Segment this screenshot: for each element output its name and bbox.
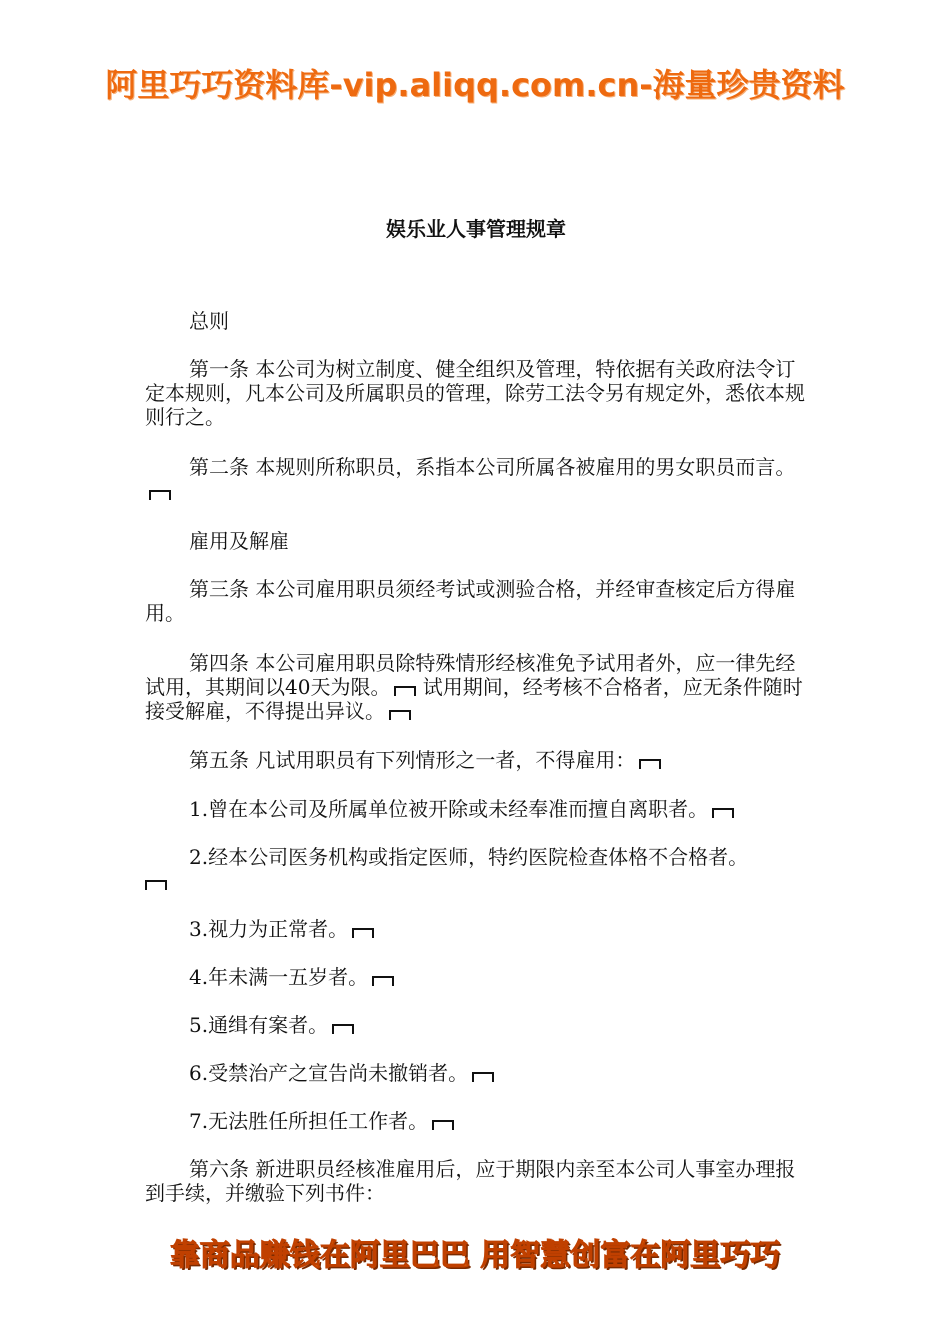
paragraph-mark-icon bbox=[372, 976, 394, 986]
article-5: 第五条 凡试用职员有下列情形之一者，不得雇用： bbox=[145, 748, 807, 772]
section-heading-general: 总则 bbox=[189, 309, 229, 333]
list-item: 7.无法胜任所担任工作者。 bbox=[145, 1109, 807, 1133]
list-item: 6.受禁治产之宣告尚未撤销者。 bbox=[145, 1061, 807, 1085]
footer-banner: 靠商品赚钱在阿里巴巴 用智慧创富在阿里巧巧 bbox=[169, 1238, 781, 1273]
paragraph-mark-icon bbox=[145, 880, 167, 890]
list-item: 1.曾在本公司及所属单位被开除或未经奉准而擅自离职者。 bbox=[145, 797, 807, 821]
paragraph-mark-icon bbox=[332, 1024, 354, 1034]
article-4: 第四条 本公司雇用职员除特殊情形经核准免予试用者外，应一律先经试用，其期间以40天为限。 试用期间，经考核不合格者，应无条件随时接受解雇，不得提出异议。 bbox=[145, 651, 803, 723]
list-item: 3.视力为正常者。 bbox=[145, 917, 807, 941]
article-3: 第三条 本公司雇用职员须经考试或测验合格，并经审查核定后方得雇用。 bbox=[145, 577, 796, 625]
list-item: 2.经本公司医务机构或指定医师，特约医院检查体格不合格者。 bbox=[145, 845, 807, 893]
list-item: 4.年未满一五岁者。 bbox=[145, 965, 807, 989]
paragraph-mark-icon bbox=[352, 928, 374, 938]
paragraph-mark-icon bbox=[639, 759, 661, 769]
paragraph-mark-icon bbox=[149, 490, 171, 500]
paragraph-mark-icon bbox=[432, 1120, 454, 1130]
article-6: 第六条 新进职员经核准雇用后，应于期限内亲至本公司人事室办理报到手续，并缴验下列书件： bbox=[145, 1157, 796, 1205]
paragraph-mark-icon bbox=[389, 710, 411, 720]
paragraph-mark-icon bbox=[712, 808, 734, 818]
list-item: 5.通缉有案者。 bbox=[145, 1013, 807, 1037]
article-2: 第二条 本规则所称职员，系指本公司所属各被雇用的男女职员而言。 bbox=[145, 455, 807, 503]
header-banner: 阿里巧巧资料库-vip.aliqq.com.cn-海量珍贵资料 bbox=[105, 66, 845, 104]
paragraph-mark-icon bbox=[394, 686, 416, 696]
paragraph-mark-icon bbox=[472, 1072, 494, 1082]
section-heading-hiring: 雇用及解雇 bbox=[189, 529, 289, 553]
article-1: 第一条 本公司为树立制度、健全组织及管理，特依据有关政府法令订定本规则，凡本公司及所属职员的管理，除劳工法令另有规定外，悉依本规则行之。 bbox=[145, 357, 805, 429]
document-title: 娱乐业人事管理规章 bbox=[386, 217, 566, 241]
